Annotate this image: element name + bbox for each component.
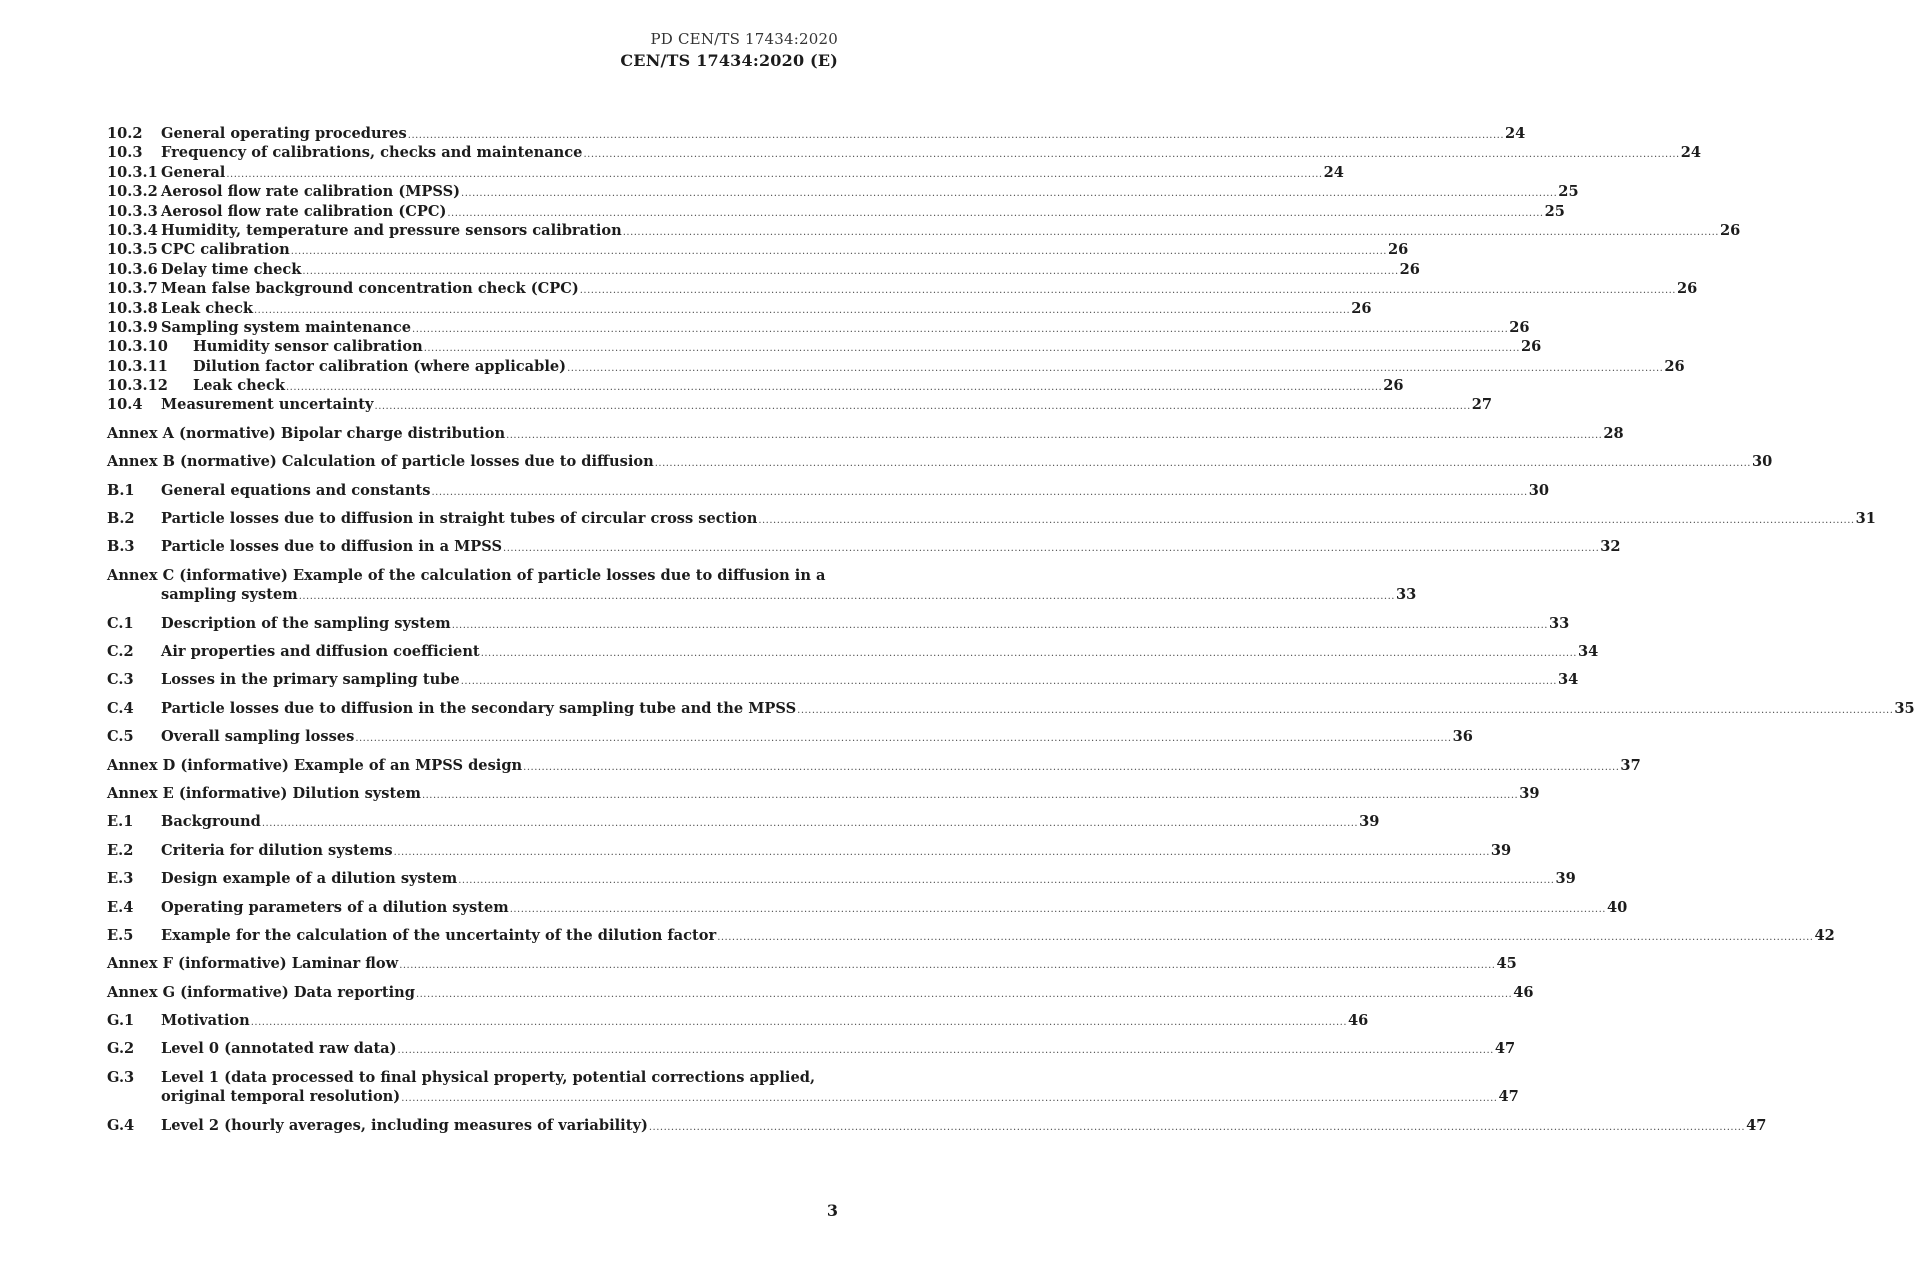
- toc-entry[interactable]: [107, 240, 1409, 259]
- toc-title: General equations and constants: [161, 481, 431, 499]
- toc-number: E.4: [107, 898, 134, 916]
- toc-entry[interactable]: [107, 202, 1565, 221]
- toc-page: 27: [1471, 396, 1493, 414]
- toc-leader: [452, 616, 1548, 635]
- toc-page: 30: [1528, 481, 1550, 499]
- toc-number: 10.3.8: [107, 299, 158, 317]
- toc-page: 36: [1452, 728, 1473, 746]
- toc-entry[interactable]: [107, 260, 1420, 279]
- toc-title: Motivation: [161, 1012, 250, 1030]
- toc-number: 10.3.12: [107, 377, 168, 395]
- toc-leader: [580, 281, 1676, 300]
- toc-title: Losses in the primary sampling tube: [161, 671, 460, 689]
- toc-page: 26: [1399, 260, 1420, 278]
- toc-entry[interactable]: [107, 1116, 1767, 1135]
- toc-leader: [254, 301, 1350, 320]
- toc-number: C.5: [107, 728, 134, 746]
- toc-title-continued: original temporal resolution): [161, 1088, 401, 1106]
- toc-entry[interactable]: [107, 1068, 1519, 1107]
- toc-leader: [375, 397, 1471, 416]
- toc-title: Dilution factor calibration (where applicable): [193, 357, 567, 375]
- toc-entry[interactable]: [107, 318, 1530, 337]
- toc-title: Particle losses due to diffusion in straight tubes of circular cross section: [161, 510, 758, 528]
- toc-title: CPC calibration: [161, 241, 290, 259]
- toc-page: 28: [1603, 424, 1624, 442]
- toc-title: Description of the sampling system: [161, 614, 451, 632]
- toc-entry[interactable]: [107, 124, 1526, 143]
- toc-entry[interactable]: [107, 357, 1685, 376]
- toc-number: C.1: [107, 614, 134, 632]
- toc-number: B.3: [107, 538, 135, 556]
- toc-page: 32: [1600, 538, 1621, 556]
- toc-number: 10.3: [107, 144, 143, 162]
- toc-number: E.3: [107, 870, 134, 888]
- toc-entry[interactable]: [107, 481, 1550, 500]
- toc-page: 24: [1323, 163, 1344, 181]
- toc-number: G.1: [107, 1012, 135, 1030]
- toc-page: 37: [1620, 756, 1641, 774]
- toc-leader: [355, 729, 1451, 748]
- toc-title: Particle losses due to diffusion in a MPSS: [161, 538, 503, 556]
- toc-page: 26: [1520, 338, 1542, 356]
- toc-page: 25: [1558, 183, 1579, 201]
- toc-page: 30: [1751, 453, 1773, 471]
- toc-leader: [399, 956, 1495, 975]
- toc-title: Annex F (informative) Laminar flow: [107, 955, 399, 973]
- toc-number: 10.3.10: [107, 338, 168, 356]
- toc-annex-entry[interactable]: [107, 566, 1417, 605]
- toc-number: C.2: [107, 642, 134, 660]
- toc-title: Annex C (informative) Example of the calculation of particle losses due to diffusion in a: [107, 566, 826, 584]
- toc-title: Delay time check: [161, 260, 302, 278]
- toc-leader: [424, 339, 1520, 358]
- toc-entry[interactable]: [107, 143, 1702, 162]
- toc-page: 33: [1395, 586, 1417, 604]
- toc-leader: [506, 426, 1602, 445]
- toc-leader: [422, 786, 1518, 805]
- toc-entry[interactable]: [107, 727, 1473, 746]
- toc-number: 10.3.7: [107, 280, 158, 298]
- toc-entry[interactable]: [107, 898, 1628, 917]
- toc-entry[interactable]: [107, 509, 1876, 528]
- toc-leader: [649, 1118, 1745, 1137]
- toc-number: 10.4: [107, 396, 143, 414]
- toc-number: 10.3.6: [107, 260, 158, 278]
- toc-title: General operating procedures: [161, 125, 407, 142]
- toc-page: 24: [1505, 125, 1526, 142]
- toc-leader: [567, 359, 1663, 378]
- toc-leader: [401, 1089, 1497, 1108]
- toc-leader: [758, 511, 1854, 530]
- toc-entry[interactable]: [107, 299, 1372, 318]
- toc-title: General: [161, 163, 226, 181]
- toc-number: 10.3.11: [107, 357, 168, 375]
- toc-number: 10.3.2: [107, 183, 158, 201]
- toc-title: Sampling system maintenance: [161, 318, 412, 336]
- toc-page: 26: [1719, 221, 1741, 239]
- toc-title: Humidity, temperature and pressure sensors calibration: [161, 221, 622, 239]
- toc-annex-entry[interactable]: [107, 983, 1534, 1002]
- toc-title: Leak check: [193, 377, 285, 395]
- toc-entry[interactable]: [107, 221, 1741, 240]
- toc-leader: [461, 672, 1557, 691]
- toc-title: Annex B (normative) Calculation of particle losses due to diffusion: [107, 453, 654, 471]
- toc-title: Aerosol flow rate calibration (CPC): [161, 202, 447, 220]
- toc-page: 26: [1509, 318, 1530, 336]
- toc-title: Example for the calculation of the uncertainty of the dilution factor: [161, 926, 717, 944]
- toc-page: 39: [1490, 841, 1512, 859]
- toc-title: Frequency of calibrations, checks and maintenance: [161, 144, 583, 162]
- toc-page: 46: [1513, 983, 1534, 1001]
- toc-number: 10.3.1: [107, 163, 158, 181]
- toc-title: Level 2 (hourly averages, including measures of variability): [161, 1116, 648, 1134]
- toc-number: 10.3.5: [107, 241, 158, 259]
- toc-page: 39: [1519, 784, 1540, 802]
- toc-title: Aerosol flow rate calibration (MPSS): [161, 183, 461, 201]
- toc-leader: [398, 1041, 1494, 1060]
- toc-entry[interactable]: [107, 279, 1698, 298]
- toc-entry[interactable]: [107, 869, 1576, 888]
- toc-number: E.5: [107, 926, 134, 944]
- toc-leader: [717, 928, 1813, 947]
- toc-number: C.4: [107, 699, 134, 717]
- toc-number: E.2: [107, 841, 134, 859]
- toc-number: 10.3.3: [107, 202, 158, 220]
- toc-page: 26: [1383, 377, 1404, 395]
- toc-title: Air properties and diffusion coefficient: [161, 642, 480, 660]
- toc-annex-entry[interactable]: [107, 954, 1517, 973]
- toc-page: 26: [1387, 241, 1409, 259]
- toc-page: 40: [1606, 898, 1628, 916]
- toc-leader: [797, 701, 1893, 720]
- header-document-id: PD CEN/TS 17434:2020: [650, 30, 838, 48]
- toc-annex-entry[interactable]: [107, 756, 1641, 775]
- toc-leader: [655, 454, 1751, 473]
- toc-page: 42: [1814, 926, 1835, 944]
- toc-page: 46: [1348, 1012, 1369, 1030]
- toc-page: 31: [1855, 510, 1876, 528]
- toc-number: G.4: [107, 1116, 135, 1134]
- toc-leader: [510, 900, 1606, 919]
- toc-page: 24: [1680, 144, 1702, 162]
- toc-leader: [262, 814, 1358, 833]
- toc-leader: [583, 145, 1679, 164]
- toc-number: C.3: [107, 671, 134, 689]
- toc-page: 34: [1577, 642, 1599, 660]
- header-standard-id: CEN/TS 17434:2020 (E): [620, 51, 838, 70]
- toc-leader: [394, 843, 1490, 862]
- toc-leader: [291, 242, 1387, 261]
- toc-leader: [481, 644, 1577, 663]
- toc-title: Particle losses due to diffusion in the secondary sampling tube and the MPSS: [161, 699, 797, 717]
- toc-title: Annex G (informative) Data reporting: [107, 983, 415, 1001]
- toc-page: 45: [1496, 955, 1517, 973]
- toc-title: Measurement uncertainty: [161, 396, 374, 414]
- toc-entry[interactable]: [107, 926, 1835, 945]
- toc-page: 26: [1351, 299, 1372, 317]
- toc-annex-entry[interactable]: [107, 452, 1773, 471]
- toc-leader: [412, 320, 1508, 339]
- toc-entry[interactable]: [107, 163, 1344, 182]
- toc-page: 26: [1676, 280, 1698, 298]
- toc-leader: [523, 758, 1619, 777]
- toc-entry[interactable]: [107, 376, 1404, 395]
- toc-leader: [623, 223, 1719, 242]
- toc-title: Mean false background concentration check (CPC): [161, 280, 579, 298]
- toc-title: Leak check: [161, 299, 253, 317]
- toc-leader: [299, 587, 1395, 606]
- toc-annex-entry[interactable]: [107, 784, 1540, 803]
- toc-page: 47: [1494, 1040, 1516, 1058]
- toc-leader: [431, 483, 1527, 502]
- toc-entry[interactable]: [107, 841, 1512, 860]
- toc-entry[interactable]: [107, 1011, 1369, 1030]
- toc-page: 26: [1664, 357, 1685, 375]
- toc-entry[interactable]: [107, 812, 1380, 831]
- toc-number: E.1: [107, 813, 134, 831]
- toc-page: 47: [1746, 1116, 1767, 1134]
- toc-leader: [251, 1013, 1347, 1032]
- toc-title: Annex A (normative) Bipolar charge distribution: [107, 424, 506, 442]
- toc-number: 10.2: [107, 125, 143, 142]
- toc-title: Design example of a dilution system: [161, 870, 458, 888]
- toc-page: 47: [1498, 1088, 1519, 1106]
- page-number: 3: [826, 1201, 838, 1220]
- toc-entry[interactable]: [107, 614, 1570, 633]
- toc-title: Annex E (informative) Dilution system: [107, 784, 421, 802]
- toc-number: B.2: [107, 510, 135, 528]
- toc-page: 39: [1555, 870, 1576, 888]
- toc-page: 33: [1548, 614, 1570, 632]
- toc-number: G.2: [107, 1040, 135, 1058]
- toc-title: Level 0 (annotated raw data): [161, 1040, 397, 1058]
- toc-leader: [416, 985, 1512, 1004]
- toc-title-continued: sampling system: [161, 586, 298, 604]
- toc-leader: [461, 184, 1557, 203]
- toc-entry[interactable]: [107, 395, 1493, 414]
- toc-page: 34: [1557, 671, 1579, 689]
- toc-number: B.1: [107, 481, 135, 499]
- toc-entry[interactable]: [107, 670, 1579, 689]
- toc-page: 39: [1359, 813, 1380, 831]
- toc-title: Annex D (informative) Example of an MPSS design: [107, 756, 523, 774]
- toc-leader: [503, 539, 1599, 558]
- toc-number: G.3: [107, 1068, 135, 1086]
- toc-entry[interactable]: [107, 182, 1579, 201]
- toc-title: Criteria for dilution systems: [161, 841, 393, 859]
- toc-title: Operating parameters of a dilution system: [161, 898, 509, 916]
- toc-leader: [286, 378, 1382, 397]
- toc-leader: [458, 871, 1554, 890]
- toc-page: 25: [1544, 202, 1565, 220]
- toc-number: 10.3.4: [107, 221, 158, 239]
- table-of-contents: [107, 124, 1915, 1135]
- toc-entry[interactable]: [107, 642, 1599, 661]
- toc-page: 35: [1894, 699, 1915, 717]
- toc-title: Level 1 (data processed to final physical property, potential corrections applied,: [161, 1068, 816, 1086]
- toc-entry[interactable]: [107, 1039, 1516, 1058]
- toc-title: Overall sampling losses: [161, 728, 355, 746]
- toc-title: Background: [161, 813, 261, 831]
- toc-entry[interactable]: [107, 337, 1542, 356]
- toc-entry[interactable]: [107, 537, 1621, 556]
- toc-title: Humidity sensor calibration: [193, 338, 423, 356]
- toc-entry[interactable]: [107, 699, 1915, 718]
- toc-number: 10.3.9: [107, 318, 158, 336]
- toc-annex-entry[interactable]: [107, 424, 1624, 443]
